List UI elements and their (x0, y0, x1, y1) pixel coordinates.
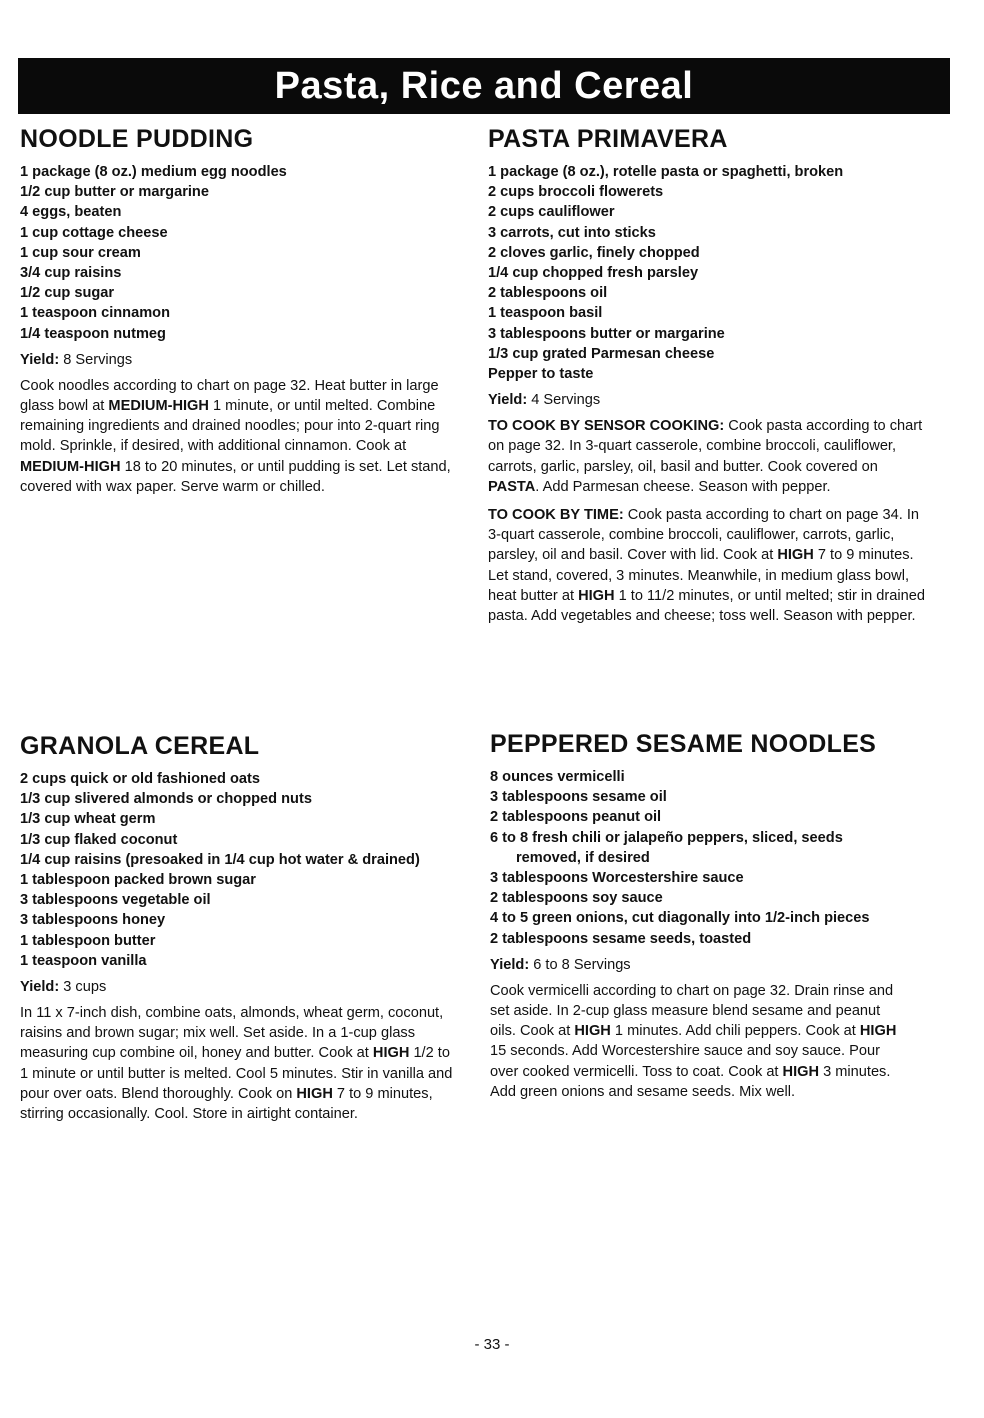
ingredient-list (20, 162, 460, 344)
direction-text: Cook vermicelli according to chart on page 32. Drain rinse and set aside. In 2-cup glass measure blend sesame and peanut oils. Cook at (490, 982, 894, 1040)
yield-line (20, 977, 460, 997)
direction-text: Cook pasta according to chart on page 32. In 3-quart casserole, combine broccoli, cauliflower, carrots, garlic, parsley, oil, basil and butter. Cook covered on (488, 418, 923, 475)
recipe-noodle-pudding (20, 127, 460, 505)
direction-text: 15 seconds. Add Worcestershire sauce and soy sauce. Pour over cooked vermicelli. Toss to coat. Cook at (490, 1043, 880, 1080)
ingredient-item: 2 cups broccoli flowerets (488, 184, 664, 201)
ingredient-item: 1 package (8 oz.) medium egg noodles (20, 164, 287, 180)
ingredient-item: 3 tablespoons sesame oil (490, 789, 667, 806)
ingredient-item: 2 tablespoons sesame seeds, toasted (490, 930, 752, 947)
ingredient-list (488, 162, 928, 384)
recipe-title: GRANOLA CEREAL (20, 732, 260, 760)
direction-text: 7 to 9 minutes. Let stand, covered, 3 minutes. Meanwhile, in medium glass bowl, heat butter at (488, 547, 914, 604)
directions (20, 1003, 460, 1124)
direction-paragraph (490, 981, 910, 1102)
ingredient-list (20, 769, 460, 971)
direction-paragraph (20, 1003, 460, 1124)
direction-text: 18 to 20 minutes, or until pudding is set. Let stand, covered with wax paper. Serve warm or chilled. (20, 458, 451, 495)
ingredient-item: 3 carrots, cut into sticks (488, 224, 656, 241)
ingredient-item: 1/2 cup butter or margarine (20, 184, 209, 201)
ingredient-item: Pepper to taste (488, 366, 594, 383)
ingredient-list (490, 767, 910, 949)
yield-label: Yield: (490, 956, 530, 973)
ingredient-item: 4 eggs, beaten (20, 204, 122, 221)
directions (490, 981, 910, 1102)
ingredient-item: 1/3 cup flaked coconut (20, 831, 178, 848)
recipe-title: NOODLE PUDDING (20, 125, 254, 153)
ingredient-item: 1 tablespoon butter (20, 932, 156, 949)
ingredient-item: 3 tablespoons honey (20, 912, 166, 929)
ingredient-item: 2 cups cauliflower (488, 204, 615, 221)
ingredient-item: 1 cup cottage cheese (20, 224, 168, 241)
emphasis-text: HIGH (777, 547, 814, 564)
ingredient-item: 2 tablespoons soy sauce (490, 890, 663, 907)
ingredient-item: 1 teaspoon basil (488, 305, 603, 322)
emphasis-text: TO COOK BY SENSOR COOKING: (488, 418, 725, 435)
recipe-peppered-sesame-noodles (490, 732, 910, 1110)
direction-text: 1 minute, or until melted. Combine remaining ingredients and drained noodles; pour into 2-quart ring mold. Sprinkle, if desired, with additional cinnamon. Cook at (20, 398, 440, 455)
direction-text: . Add Parmesan cheese. Season with pepper. (535, 478, 831, 495)
directions (20, 376, 460, 497)
ingredient-item: 1/3 cup wheat germ (20, 811, 156, 828)
yield-line (490, 955, 910, 975)
ingredient-item: 3 tablespoons Worcestershire sauce (490, 870, 744, 887)
yield-line (488, 390, 928, 410)
ingredient-item: 1/4 cup chopped fresh parsley (488, 265, 699, 282)
direction-text: 3 minutes. Add green onions and sesame seeds. Mix well. (490, 1063, 891, 1100)
direction-text: 1/2 to 1 minute or until butter is melted. Cool 5 minutes. Stir in vanilla and pour over oats. Blend thoroughly. Cook on (20, 1045, 453, 1102)
ingredient-item: 6 to 8 fresh chili or jalapeño peppers, sliced, seeds removed, if desired (490, 829, 843, 866)
ingredient-item: 3/4 cup raisins (20, 265, 122, 282)
direction-text: 1 to 11/2 minutes, or until melted; stir in drained pasta. Add vegetables and cheese; toss well. Season with pepper. (488, 587, 925, 625)
ingredient-item: 2 cloves garlic, finely chopped (488, 244, 700, 261)
recipe-pasta-primavera (488, 127, 928, 634)
ingredient-item: 4 to 5 green onions, cut diagonally into 1/2-inch pieces (490, 910, 870, 927)
ingredient-item: 3 tablespoons vegetable oil (20, 892, 211, 909)
ingredient-item: 1/3 cup slivered almonds or chopped nuts (20, 791, 312, 808)
recipe-title: PASTA PRIMAVERA (488, 125, 728, 153)
ingredient-item: 1/4 teaspoon nutmeg (20, 325, 166, 342)
direction-text: 7 to 9 minutes, stirring occasionally. Cool. Store in airtight container. (20, 1085, 433, 1123)
emphasis-text: MEDIUM-HIGH (108, 398, 209, 415)
yield-value: 4 Servings (527, 392, 601, 409)
ingredient-item: 1 teaspoon cinnamon (20, 305, 171, 322)
yield-label: Yield: (20, 351, 60, 368)
yield-value: 8 Servings (59, 351, 133, 368)
emphasis-text: HIGH (782, 1063, 820, 1080)
yield-label: Yield: (20, 979, 60, 996)
emphasis-text: HIGH (859, 1023, 897, 1040)
recipe-title: PEPPERED SESAME NOODLES (490, 730, 877, 758)
ingredient-item: 1 package (8 oz.), rotelle pasta or spaghetti, broken (488, 164, 844, 180)
ingredient-item: 1 teaspoon vanilla (20, 952, 147, 969)
direction-text: Cook pasta according to chart on page 34. In 3-quart casserole, combine broccoli, cauliflower, carrots, garlic, parsley, oil and basil. Cover with lid. Cook at (488, 507, 919, 564)
direction-text: In 11 x 7-inch dish, combine oats, almonds, wheat germ, coconut, raisins and brown sugar; mix well. Set aside. In a 1-cup glass measuring cup combine oil, honey and butter. Cook at (20, 1005, 444, 1062)
ingredient-item: 1/2 cup sugar (20, 285, 115, 302)
ingredient-item: 8 ounces vermicelli (490, 769, 625, 785)
ingredient-item: 1/3 cup grated Parmesan cheese (488, 345, 715, 362)
yield-value: 6 to 8 Servings (529, 956, 631, 973)
ingredient-item: 2 tablespoons oil (488, 285, 608, 302)
ingredient-item: 3 tablespoons butter or margarine (488, 325, 725, 342)
emphasis-text: MEDIUM-HIGH (20, 458, 121, 475)
direction-paragraph (488, 416, 928, 497)
direction-text: Cook noodles according to chart on page 32. Heat butter in large glass bowl at (20, 377, 439, 415)
direction-paragraph (488, 505, 928, 626)
recipe-granola-cereal (20, 734, 460, 1132)
direction-paragraph (20, 376, 460, 497)
page-banner (18, 58, 950, 114)
ingredient-item: 1/4 cup raisins (presoaked in 1/4 cup hot water & drained) (20, 851, 420, 868)
page-number: - 33 - (474, 1336, 510, 1353)
emphasis-text: HIGH (372, 1045, 410, 1062)
ingredient-item: 1 tablespoon packed brown sugar (20, 872, 256, 889)
emphasis-text: TO COOK BY TIME: (488, 507, 624, 524)
ingredient-item: 1 cup sour cream (20, 244, 141, 261)
ingredient-item: 2 tablespoons peanut oil (490, 809, 662, 826)
emphasis-text: PASTA (488, 478, 536, 495)
yield-label: Yield: (488, 392, 528, 409)
emphasis-text: HIGH (574, 1023, 611, 1040)
emphasis-text: HIGH (296, 1085, 333, 1102)
ingredient-item: 2 cups quick or old fashioned oats (20, 771, 261, 787)
emphasis-text: HIGH (578, 587, 615, 604)
page-title: Pasta, Rice and Cereal (274, 64, 694, 107)
yield-line (20, 350, 460, 370)
direction-text: 1 minutes. Add chili peppers. Cook at (610, 1023, 860, 1040)
directions (488, 416, 928, 626)
yield-value: 3 cups (59, 979, 107, 996)
